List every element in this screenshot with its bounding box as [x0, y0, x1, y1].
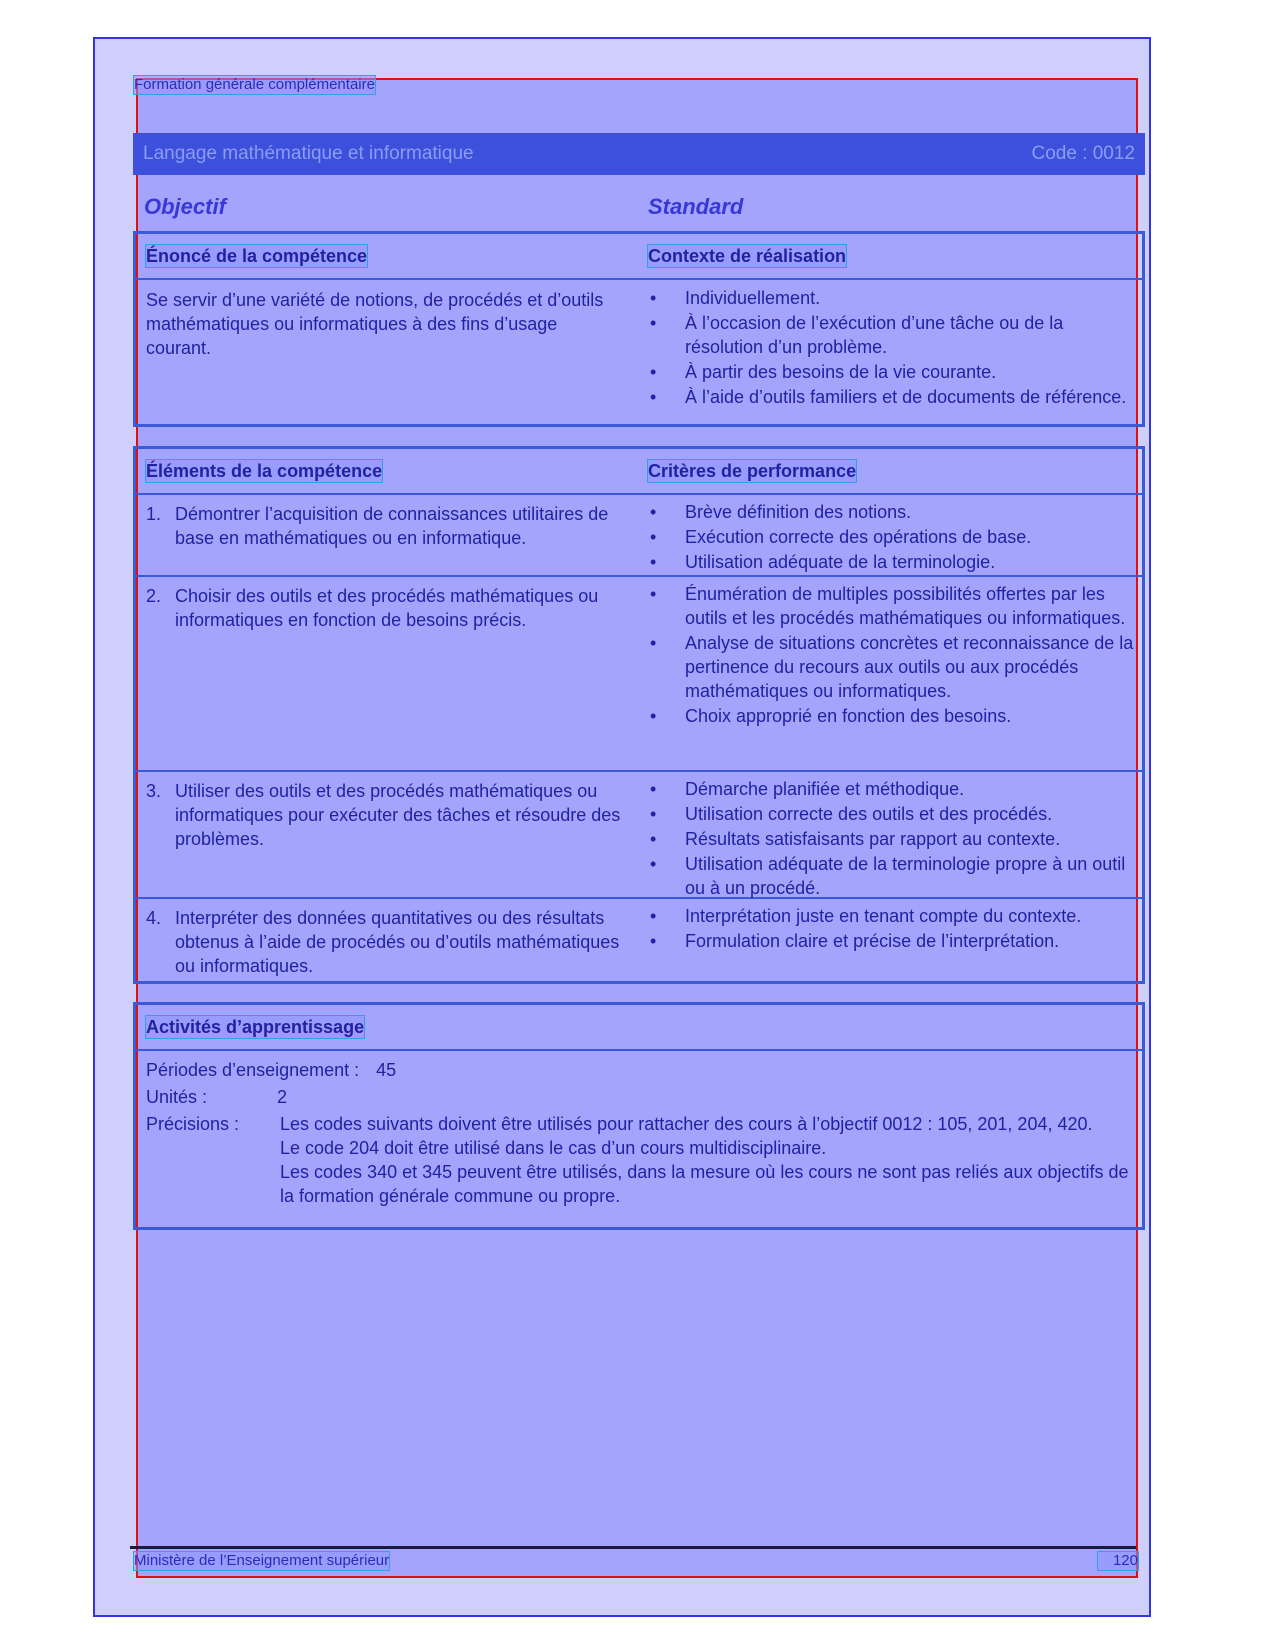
enonce-text: Se servir d’une variété de notions, de procédés et d’outils mathématiques ou informatiques à des fins d’usage courant. — [146, 290, 604, 358]
elements-table — [133, 446, 1145, 984]
criteria-list — [648, 582, 1136, 728]
element-number: 4. — [146, 908, 162, 928]
page-number: 120 — [1098, 1552, 1138, 1570]
context-item: • À partir des besoins de la vie courante. — [648, 360, 1136, 384]
enonce-row — [136, 280, 1142, 424]
criterion-item: • Formulation claire et précise de l’interprétation. — [648, 929, 1136, 953]
criterion-item: • Énumération de multiples possibilités offertes par les outils et les procédés mathématiques ou informatiques. — [648, 582, 1136, 630]
activites-header: Activités d’apprentissage — [146, 1017, 365, 1037]
periodes-line — [146, 1058, 396, 1082]
element-text — [146, 584, 626, 632]
enonce-header-row — [136, 234, 1142, 280]
footer-rule — [130, 1546, 1136, 1549]
context-item: • Individuellement. — [648, 286, 1136, 310]
criterion-item: • Choix approprié en fonction des besoins. — [648, 704, 1136, 728]
running-header: Formation générale complémentaire — [134, 76, 375, 93]
enonce-header: Énoncé de la compétence — [146, 246, 368, 266]
criterion-item: • Démarche planifiée et méthodique. — [648, 777, 1136, 801]
criterion-item: • Utilisation adéquate de la terminologie propre à un outil ou à un procédé. — [648, 852, 1136, 900]
precision-paragraph: Le code 204 doit être utilisé dans le cas d’un cours multidisciplinaire. — [280, 1138, 827, 1158]
criteria-list — [648, 500, 1136, 574]
unites-line — [146, 1085, 287, 1109]
activites-table — [133, 1002, 1145, 1230]
element-number: 2. — [146, 586, 162, 606]
periodes-label: Périodes d’enseignement : — [146, 1060, 360, 1080]
elements-header: Éléments de la compétence — [146, 461, 383, 481]
criteria-list — [648, 777, 1136, 900]
course-code: Code : 0012 — [1031, 143, 1135, 164]
context-item: • À l’aide d’outils familiers et de documents de référence. — [648, 385, 1136, 409]
enonce-table — [133, 231, 1145, 427]
precisions-text — [280, 1112, 1140, 1208]
criteria-list — [648, 904, 1136, 953]
criterion-item: • Brève définition des notions. — [648, 500, 1136, 524]
unites-value: 2 — [277, 1087, 288, 1107]
element-description: Démontrer l’acquisition de connaissances utilitaires de base en mathématiques ou en informatique. — [175, 504, 609, 548]
element-description: Utiliser des outils et des procédés mathématiques ou informatiques pour exécuter des tâches et résoudre des problèmes. — [175, 781, 621, 849]
activites-body — [136, 1051, 1142, 1227]
elements-header-row — [136, 449, 1142, 495]
objectif-heading: Objectif — [144, 194, 226, 219]
standard-heading: Standard — [648, 194, 744, 219]
unites-label: Unités : — [146, 1087, 208, 1107]
context-list — [648, 286, 1136, 409]
footer-ministry: Ministère de l’Enseignement supérieur — [134, 1552, 390, 1569]
criterion-item: • Analyse de situations concrètes et reconnaissance de la pertinence du recours aux outils ou aux procédés mathématiques ou informatiques. — [648, 631, 1136, 703]
element-number: 3. — [146, 781, 162, 801]
context-item: • À l’occasion de l’exécution d’une tâche ou de la résolution d’un problème. — [648, 311, 1136, 359]
element-row — [136, 577, 1142, 772]
criterion-item: • Utilisation correcte des outils et des procédés. — [648, 802, 1136, 826]
activites-header-row — [136, 1005, 1142, 1051]
course-title: Langage mathématique et informatique — [143, 143, 474, 164]
criterion-item: • Interprétation juste en tenant compte du contexte. — [648, 904, 1136, 928]
precisions-label: Précisions : — [146, 1114, 240, 1134]
criterion-item: • Utilisation adéquate de la terminologie. — [648, 550, 1136, 574]
element-row — [136, 495, 1142, 577]
element-text — [146, 502, 626, 550]
title-band — [133, 133, 1145, 175]
element-text — [146, 779, 626, 851]
element-number: 1. — [146, 504, 162, 524]
element-row — [136, 899, 1142, 983]
criteres-header: Critères de performance — [648, 461, 857, 481]
element-description: Choisir des outils et des procédés mathématiques ou informatiques en fonction de besoins précis. — [175, 586, 599, 630]
element-description: Interpréter des données quantitatives ou des résultats obtenus à l’aide de procédés ou d’outils mathématiques ou informatiques. — [175, 908, 620, 976]
element-text — [146, 906, 626, 978]
periodes-value: 45 — [376, 1060, 397, 1080]
contexte-header: Contexte de réalisation — [648, 246, 847, 266]
precision-paragraph: Les codes 340 et 345 peuvent être utilisés, dans la mesure où les cours ne sont pas reliés aux objectifs de la formation générale commune ou propre. — [280, 1162, 1129, 1206]
element-row — [136, 772, 1142, 899]
criterion-item: • Résultats satisfaisants par rapport au contexte. — [648, 827, 1136, 851]
criterion-item: • Exécution correcte des opérations de base. — [648, 525, 1136, 549]
precision-paragraph: Les codes suivants doivent être utilisés pour rattacher des cours à l’objectif 0012 : 105, 201, 204, 420. — [280, 1114, 1093, 1134]
